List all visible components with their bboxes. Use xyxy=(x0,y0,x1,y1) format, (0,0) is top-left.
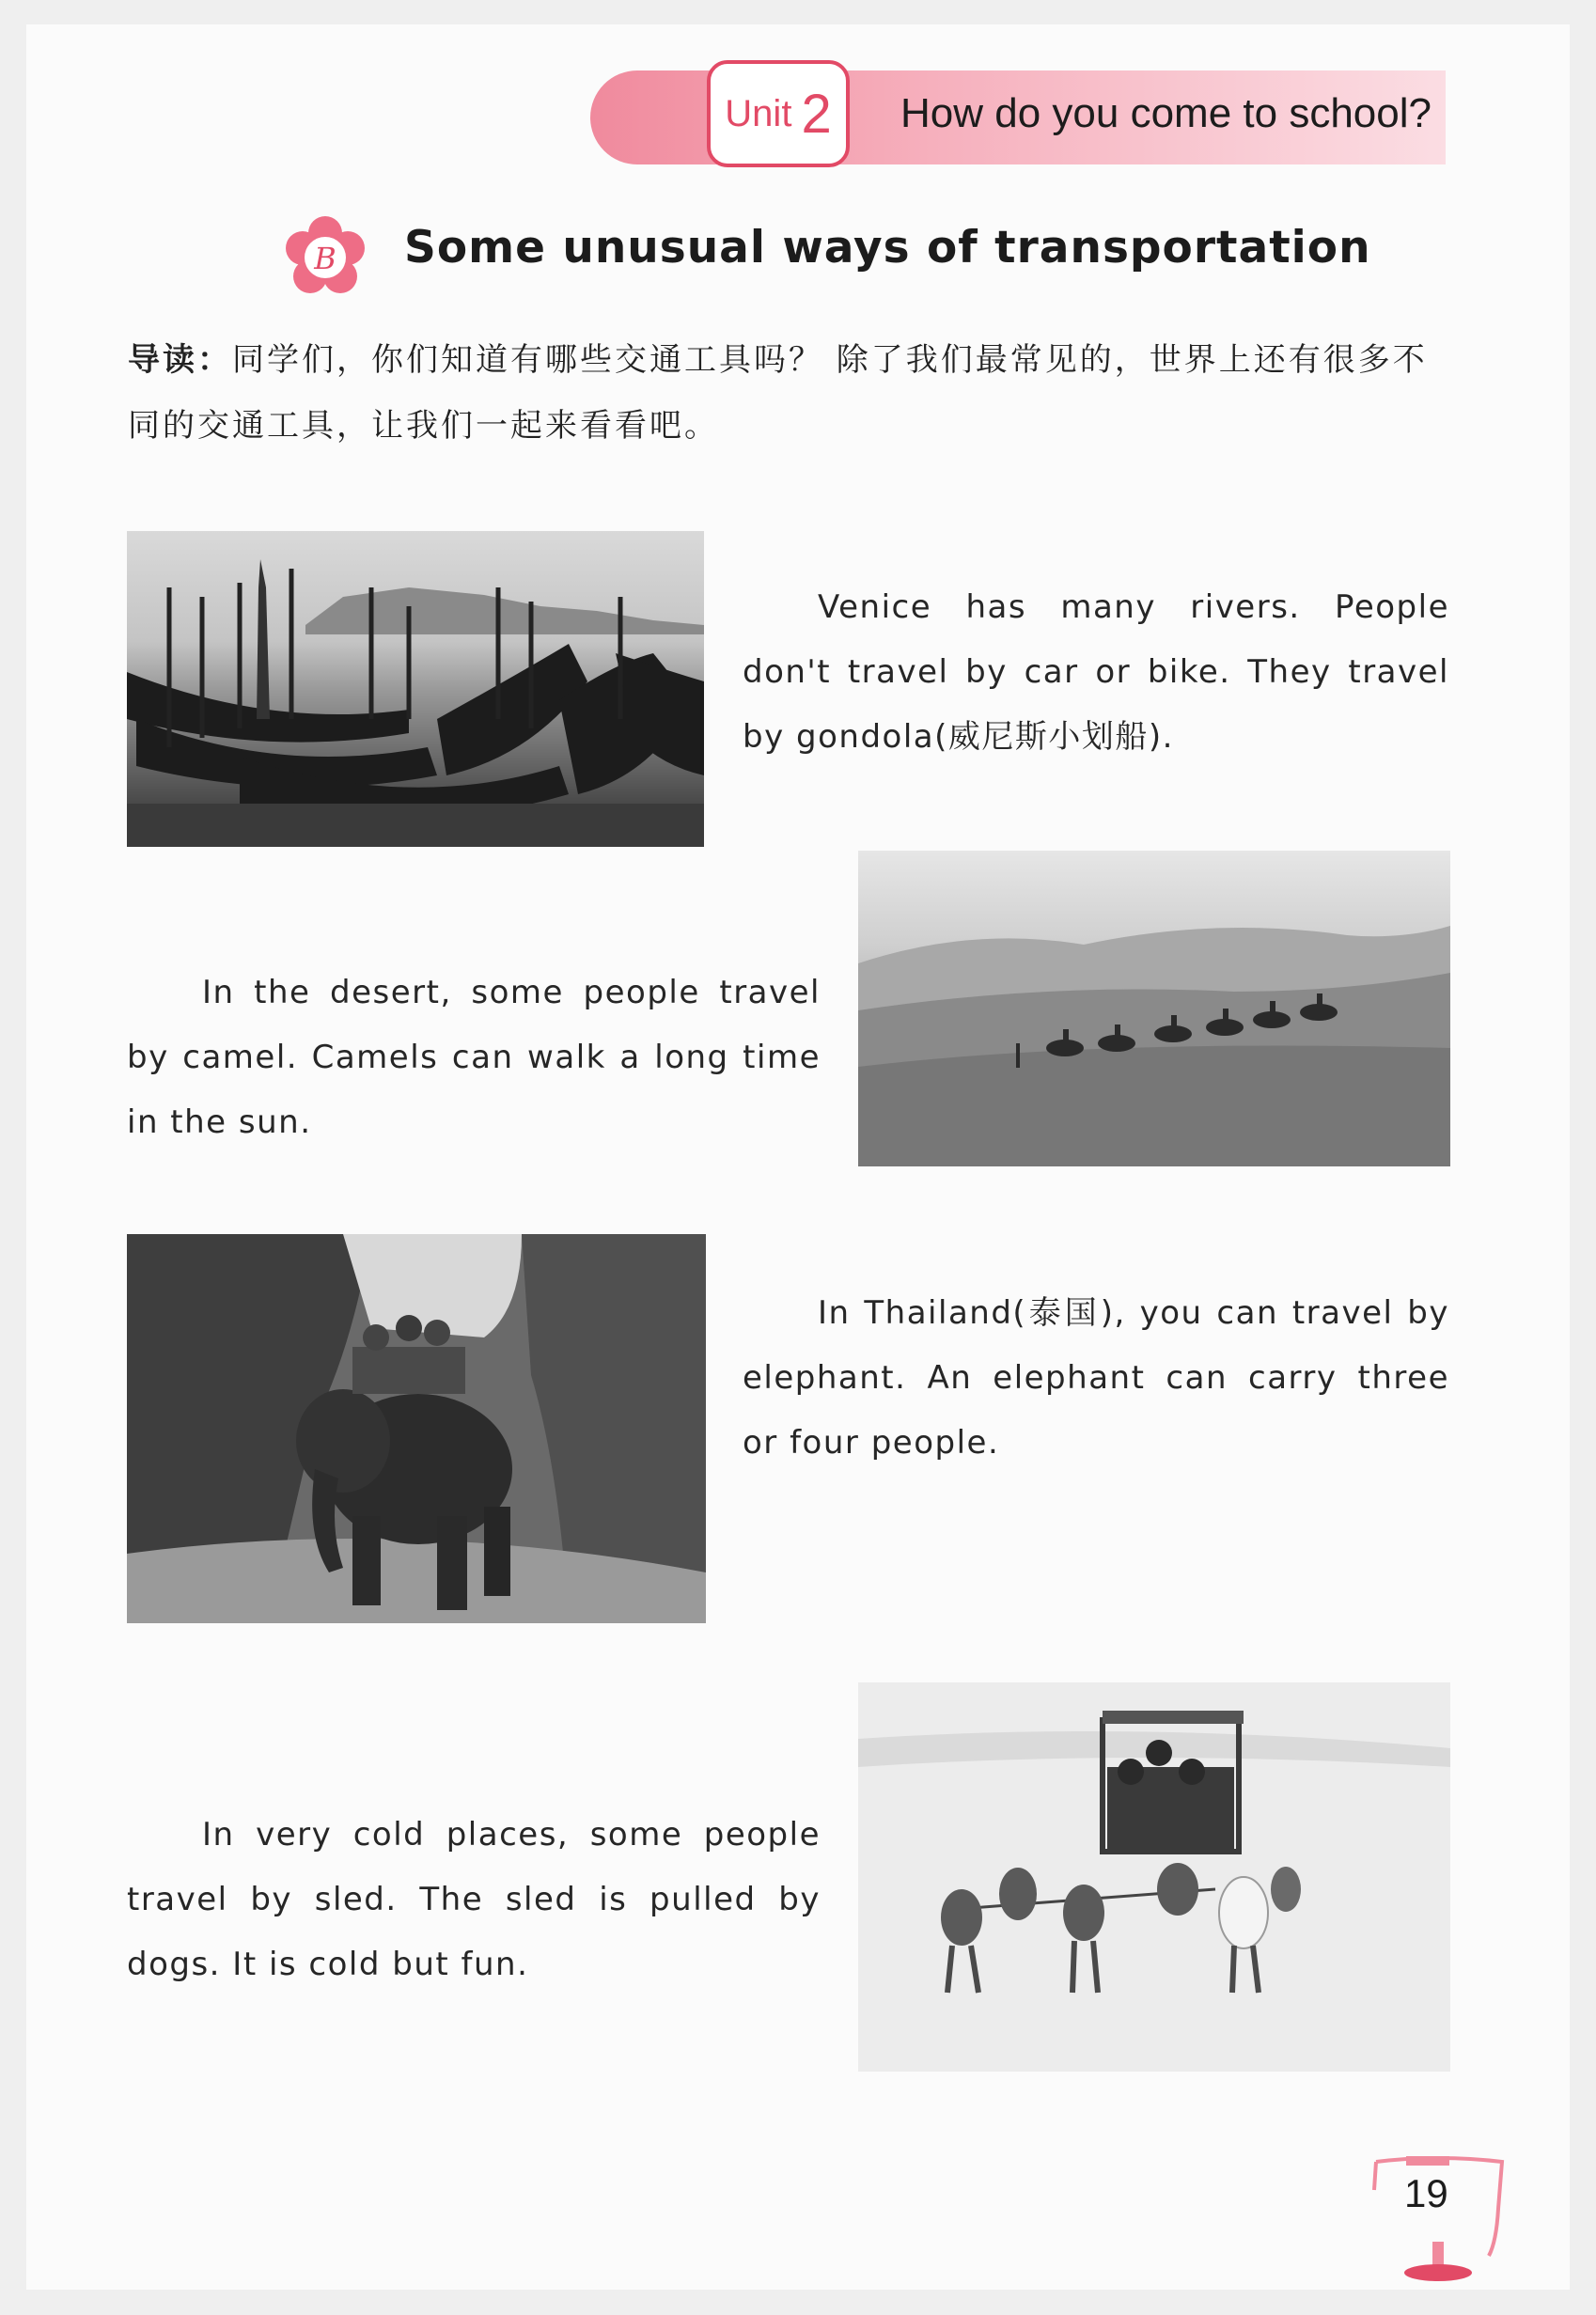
paragraph-thailand-text: In Thailand(泰国), you can travel by elephant. An elephant can carry three or four people. xyxy=(743,1294,1449,1462)
unit-badge xyxy=(707,60,850,167)
unit-title: How do you come to school? xyxy=(900,90,1432,136)
paragraph-venice xyxy=(743,575,1449,770)
section-letter: B xyxy=(314,241,336,276)
dog-sled-photo xyxy=(858,1682,1450,2072)
paragraph-thailand xyxy=(743,1281,1449,1476)
paragraph-desert-text: In the desert, some people travel by camel. Camels can walk a long time in the sun. xyxy=(127,974,821,1141)
paragraph-cold-places xyxy=(127,1803,821,1997)
paragraph-venice-text: Venice has many rivers. People don't travel by car or bike. They travel by gondola(威尼斯小划船). xyxy=(743,588,1449,756)
unit-number: 2 xyxy=(801,83,832,145)
intro-label: 导读： xyxy=(128,341,232,379)
page-number: 19 xyxy=(1404,2171,1448,2215)
unit-word: Unit xyxy=(725,92,792,134)
intro-body: 同学们，你们知道有哪些交通工具吗？ 除了我们最常见的，世界上还有很多不同的交通工具，让我们一起来看看吧。 xyxy=(128,341,1428,445)
flower-badge-icon xyxy=(282,214,368,301)
elephant-ride-photo xyxy=(127,1234,706,1623)
paragraph-desert xyxy=(127,961,821,1155)
section-title: Some unusual ways of transportation xyxy=(404,222,1371,274)
intro-text xyxy=(128,327,1453,459)
camel-desert-photo xyxy=(858,851,1450,1166)
paragraph-cold-places-text: In very cold places, some people travel by sled. The sled is pulled by dogs. It is cold but fun. xyxy=(127,1816,821,1983)
gondola-photo xyxy=(127,531,704,847)
